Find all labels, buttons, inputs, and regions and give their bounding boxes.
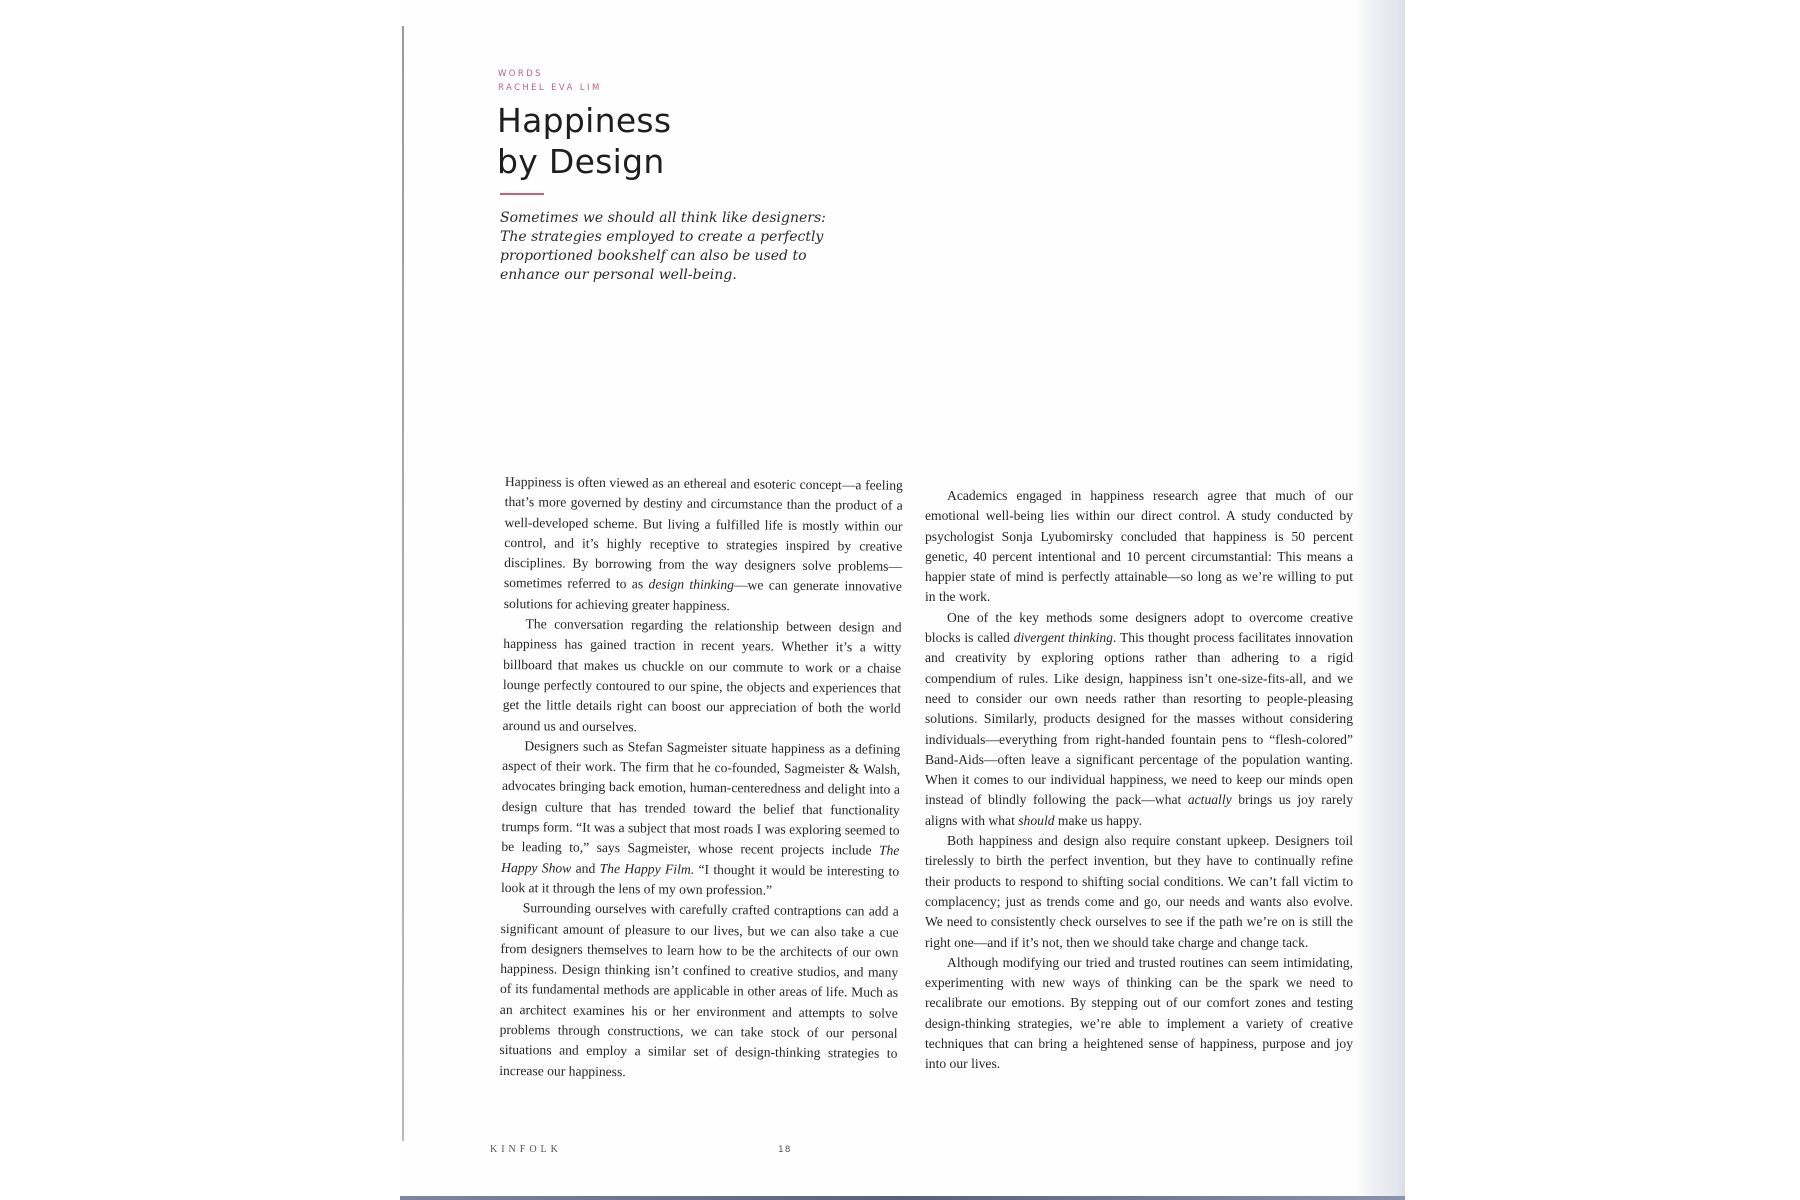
paragraph: The conversation regarding the relationship between design and happiness has gained traction in recent years. Whether it’s a witty billboard that makes us chuckle on our commute to work or a chaise lounge perfectly contoured to our spine, the objects and experiences that get the little details right can boost our appreciation of both the world around us and ourselves. [502, 616, 902, 734]
title-line-1: Happiness [497, 101, 672, 140]
byline-label: WORDS [498, 69, 543, 79]
footer-brand: KINFOLK [490, 1144, 562, 1155]
standfirst: Sometimes we should all think like designers: The strategies employed to create a perfectly proportioned bookshelf can also be used to enhance our personal well-being. [500, 210, 826, 283]
spine-shadow [1355, 0, 1405, 1200]
paragraph: Designers such as Stefan Sagmeister situate happiness as a defining aspect of their work. The firm that he co-founded, Sagmeister & Walsh, advocates bringing back emotion, human-centeredness and delight into a design culture that has trended toward the belief that functionality trumps form. “It was a subject that most roads I was exploring seemed to be leading to,” says Sagmeister, whose recent projects include The Happy Show and The Happy Film. “I thought it would be interesting to look at it through the lens of my own profession.” [500, 738, 901, 898]
body-column-right [925, 486, 1353, 1075]
paragraph: Surrounding ourselves with carefully crafted contraptions can add a significant amount of pleasure to our lives, but we can also take a cue from designers themselves to learn how to be the architects of our own happiness. Design thinking isn’t confined to creative studios, and many of its fundamental methods are applicable in other areas of life. Much as an architect examines his or her environment and attempts to solve problems through constructions, we can take stock of our personal situations and employ a similar set of design-thinking strategies to increase our happiness. [499, 900, 899, 1079]
page-number: 18 [778, 1145, 792, 1155]
paragraph: Happiness is often viewed as an ethereal and esoteric concept—a feeling that’s more governed by destiny and circumstance than the product of a well-developed scheme. But living a fulfilled life is mostly within our control, and it’s highly receptive to strategies inspired by creative disciplines. By borrowing from the way designers solve problems—sometimes referred to as design thinking—we can generate innovative solutions for achieving greater happiness. [503, 473, 903, 613]
paragraph: One of the key methods some designers adopt to overcome creative blocks is called divergent thinking. This thought process facilitates innovation and creativity by exploring options rather than adhering to a rigid compendium of rules. Like design, happiness isn’t one-size-fits-all, and we need to consider our own needs rather than resorting to people-pleasing solutions. Similarly, products designed for the masses without considering individuals—everything from right-handed fountain pens to “flesh-colored” Band-Aids—often leave a significant percentage of the population wanting. When it comes to our individual happiness, we need to keep our minds open instead of blindly following the pack—what actually brings us joy rarely aligns with what should make us happy. [925, 609, 1354, 828]
page-binding-edge [402, 26, 404, 1141]
scan-bottom-edge [400, 1196, 1405, 1200]
paragraph: Although modifying our tried and trusted routines can seem intimidating, experimenting with new ways of thinking can be the spark we need to recalibrate our emotions. By stepping out of our comfort zones and testing design-thinking strategies, we’re able to implement a variety of creative techniques that can bring a heightened sense of happiness, purpose and joy into our lives. [925, 954, 1353, 1072]
title-divider [500, 193, 544, 195]
byline [498, 67, 602, 95]
body-column-left [499, 472, 903, 1085]
byline-author: RACHEL EVA LIM [498, 83, 602, 93]
paragraph: Academics engaged in happiness research agree that much of our emotional well-being lies within our direct control. A study conducted by psychologist Sonja Lyubomirsky concluded that happiness is 50 percent genetic, 40 percent intentional and 10 percent circumstantial: This means a happier state of mind is perfectly attainable—so long as we’re willing to put in the work. [925, 488, 1353, 605]
article-title [497, 100, 671, 182]
title-line-2: by Design [497, 142, 665, 181]
paragraph: Both happiness and design also require constant upkeep. Designers toil tirelessly to birth the perfect invention, but they have to continually refine their products to respond to shifting social conditions. We can’t fall victim to complacency; just as trends come and go, our needs and wants also evolve. We need to consistently check ourselves to see if the path we’re on is still the right one—and if it’s not, then we should take charge and change tack. [925, 833, 1353, 950]
